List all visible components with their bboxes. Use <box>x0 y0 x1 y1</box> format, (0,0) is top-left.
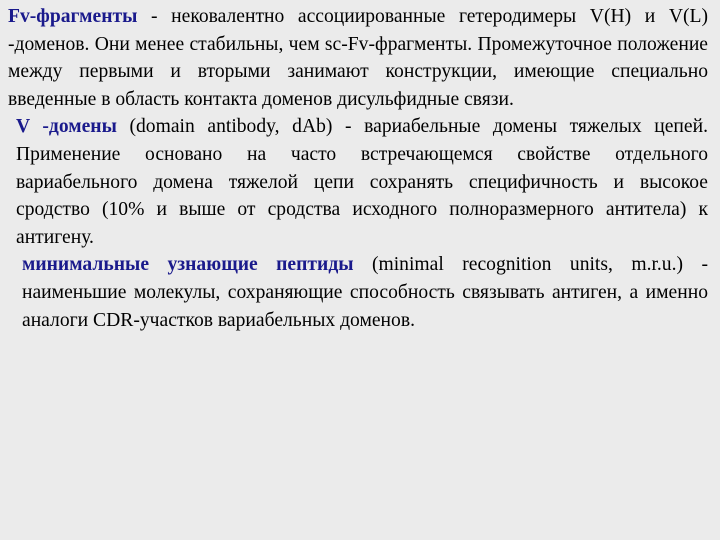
term-v-domains: V -домены <box>16 116 117 138</box>
definition-mru: (minimal recognition units, m.r.u.) - наименьшие молекулы, сохраняющие способность связывать антиген, а именно аналоги CDR-участков вариабельных доменов. <box>22 254 708 331</box>
term-fv-fragments: Fv-фрагменты <box>8 6 138 27</box>
term-mru: минимальные узнающие пептиды <box>22 254 354 276</box>
definition-fv-fragments: - нековалентно ассоциированные гетеродимеры V(H) и V(L) -доменов. Они менее стабильны, чем sc-Fv-фрагменты. Промежуточное положение между первыми и вторыми занимают конструкции, имеющие специально введенные в область контакта доменов дисульфидные связи. <box>8 6 708 110</box>
text-body <box>8 3 708 334</box>
paragraph-v-domains <box>8 113 708 251</box>
paragraph-mru <box>8 251 708 334</box>
definition-v-domains: (domain antibody, dAb) - вариабельные домены тяжелых цепей. Применение основано на часто встречающемся свойстве отдельного вариабельного домена тяжелой цепи сохранять специфичность и высокое сродство (10% и выше от сродства исходного полноразмерного антитела) к антигену. <box>16 116 709 248</box>
paragraph-fv-fragments <box>8 3 708 113</box>
